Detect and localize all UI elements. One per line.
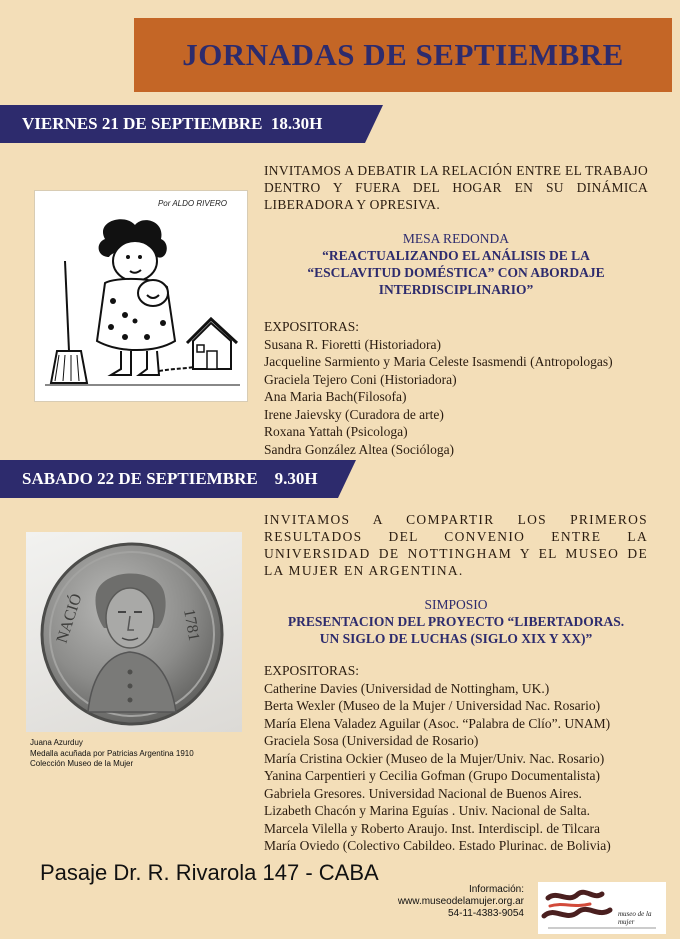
woman-with-baby-cartoon-icon — [35, 191, 247, 401]
day2-heading-bar — [0, 460, 356, 498]
page-title: JORNADAS DE SEPTIEMBRE — [182, 37, 624, 72]
list-item: Yanina Carpentieri y Cecilia Gofman (Grupo Documentalista) — [264, 768, 601, 783]
day1-session-title-line: “REACTUALIZANDO EL ANÁLISIS DE LA — [322, 248, 590, 263]
list-item: Graciela Sosa (Universidad de Rosario) — [264, 733, 479, 748]
medal-text-right: 1781 — [180, 607, 203, 643]
list-item: Gabriela Gresores. Universidad Nacional de Buenos Aires. — [264, 785, 582, 801]
list-item: Marcela Vilella y Roberto Araujo. Inst. Interdiscipl. de Tilcara — [264, 820, 600, 836]
cartoon-credit: Por ALDO RIVERO — [157, 199, 227, 208]
day2-session — [264, 596, 648, 647]
venue-address: Pasaje Dr. R. Rivarola 147 - CABA — [40, 860, 379, 885]
website-link[interactable]: www.museodelamujer.org.ar — [397, 896, 524, 907]
day1-session-type: MESA REDONDA — [402, 231, 510, 246]
list-item: Catherine Davies (Universidad de Nottingham, UK.) — [264, 680, 550, 696]
medal-caption — [30, 738, 194, 770]
heading-notch — [338, 460, 356, 498]
day2-intro: INVITAMOS A COMPARTIR LOS PRIMEROS RESULTADOS DEL CONVENIO ENTRE LA UNIVERSIDAD DE NOTTINGHAM Y EL MUSEO DE LA MUJER EN ARGENTINA. — [264, 512, 648, 578]
list-item: Berta Wexler (Museo de la Mujer / Universidad Nac. Rosario) — [264, 698, 601, 713]
list-item: Ana Maria Bach(Filosofa) — [264, 389, 407, 404]
list-item: Roxana Yattah (Psicologa) — [264, 424, 408, 439]
day2-speakers-list — [264, 662, 611, 855]
day1-speakers-list — [264, 318, 613, 458]
museum-logo — [538, 882, 666, 934]
list-item: Irene Jaievsky (Curadora de arte) — [264, 406, 444, 422]
museum-logo-icon — [538, 882, 666, 934]
medal-photo — [26, 532, 242, 732]
title-banner — [134, 18, 672, 92]
day1-heading: VIERNES 21 DE SEPTIEMBRE 18.30H — [22, 114, 323, 133]
day2-session-title-line: UN SIGLO DE LUCHAS (SIGLO XIX Y XX)” — [319, 631, 593, 646]
contact-info — [398, 884, 524, 920]
heading-notch — [365, 105, 383, 143]
list-item: María Elena Valadez Aguilar (Asoc. “Palabra de Clío”. UNAM) — [264, 715, 611, 731]
caption-line: Colección Museo de la Mujer — [30, 759, 134, 768]
day1-session-title-line: “ESCLAVITUD DOMÉSTICA” CON ABORDAJE — [307, 265, 605, 280]
list-item: Sandra González Altea (Socióloga) — [264, 441, 455, 457]
day1-session-title-line: INTERDISCIPLINARIO” — [378, 282, 534, 297]
list-item: María Oviedo (Colectivo Cabildeo. Estado Plurinac. de Bolivia) — [264, 838, 611, 853]
list-item: Graciela Tejero Coni (Historiadora) — [264, 371, 457, 387]
day2-session-type: SIMPOSIO — [424, 597, 488, 612]
phone-number: 54-11-4383-9054 — [448, 908, 524, 919]
list-item: María Cristina Ockier (Museo de la Mujer/Univ. Nac. Rosario) — [264, 750, 605, 766]
list-item: Jacqueline Sarmiento y Maria Celeste Isasmendi (Antropologas) — [264, 354, 613, 369]
list-item: Lizabeth Chacón y Marina Eguías . Univ. Nacional de Salta. — [264, 803, 591, 818]
day2-session-title-line: PRESENTACION DEL PROYECTO “LIBERTADORAS. — [287, 614, 625, 629]
medal-portrait-icon — [26, 532, 242, 732]
list-item: Susana R. Fioretti (Historiadora) — [264, 336, 441, 352]
day1-heading-bar — [0, 105, 383, 143]
logo-text: museo de la mujer — [618, 910, 652, 926]
caption-line: Juana Azurduy — [30, 738, 83, 747]
caption-line: Medalla acuñada por Patricias Argentina 1910 — [30, 748, 194, 758]
day1-intro: INVITAMOS A DEBATIR LA RELACIÓN ENTRE EL TRABAJO DENTRO Y FUERA DEL HOGAR EN SU DINÁMICA LIBERADORA Y OPRESIVA. — [264, 163, 648, 212]
medal-text-left: NACIÓ — [53, 591, 86, 646]
cartoon-illustration — [34, 190, 248, 402]
info-label: Información: — [468, 884, 524, 895]
speakers-label: EXPOSITORAS: — [264, 663, 360, 678]
day2-heading: SABADO 22 DE SEPTIEMBRE 9.30H — [22, 469, 318, 488]
day1-session — [264, 230, 648, 298]
speakers-label: EXPOSITORAS: — [264, 319, 360, 334]
